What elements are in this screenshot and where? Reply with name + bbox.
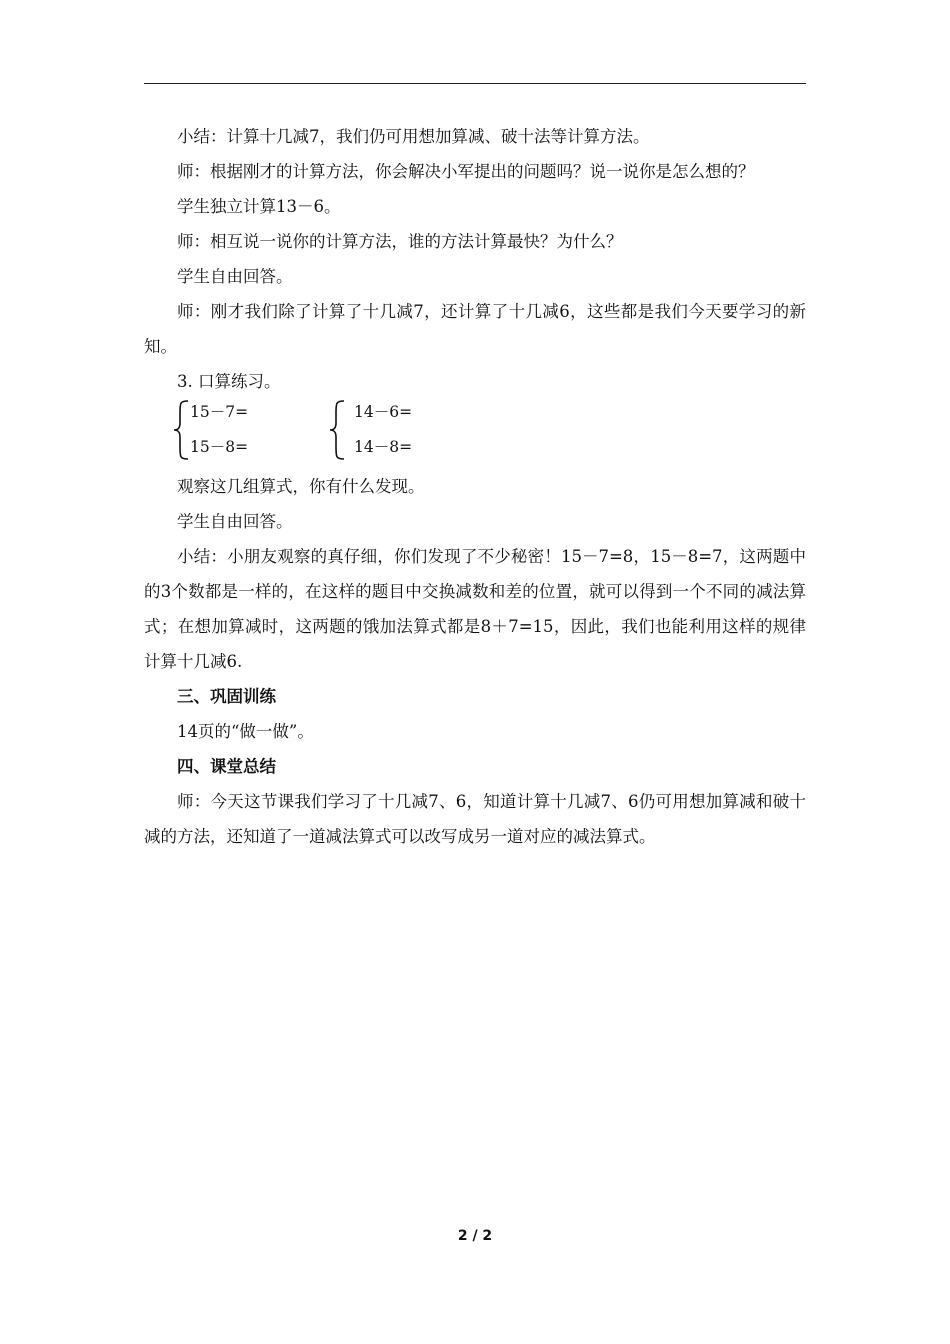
formula-15-7: 15－7= [190, 403, 249, 421]
page-number: 2 / 2 [457, 1228, 493, 1244]
left-brace-icon [328, 399, 346, 461]
formula-groups [144, 399, 806, 469]
teacher-question-2: 师：相互说一说你的计算方法，谁的方法计算最快？为什么？ [177, 232, 623, 251]
section-heading-4: 四、课堂总结 [177, 757, 276, 776]
practice-line: 14页的“做一做”。 [177, 722, 314, 741]
summary-paragraph-1: 小结：计算十几减7，我们仍可用想加算减、破十法等计算方法。 [177, 127, 650, 146]
teacher-question-1: 师：根据刚才的计算方法，你会解决小军提出的问题吗？说一说你是怎么想的？ [177, 162, 755, 181]
formula-14-8: 14－8= [354, 438, 413, 456]
teacher-statement: 师：刚才我们除了计算了十几减7，还计算了十几减6，这些都是我们今天要学习的新知。 [144, 302, 806, 356]
formula-14-6: 14－6= [354, 403, 413, 421]
document-body [144, 119, 806, 854]
left-brace-icon [172, 399, 190, 461]
student-answer-2: 学生自由回答。 [177, 512, 293, 531]
class-summary: 师：今天这节课我们学习了十几减7、6，知道计算十几减7、6仍可用想加算减和破十减的方法，还知道了一道减法算式可以改写成另一道对应的减法算式。 [144, 792, 806, 846]
oral-practice-label: 3. 口算练习。 [177, 372, 281, 391]
observe-prompt: 观察这几组算式，你有什么发现。 [177, 477, 425, 496]
header-rule [144, 83, 806, 84]
section-heading-3: 三、巩固训练 [177, 687, 276, 706]
formula-15-8: 15－8= [190, 438, 249, 456]
student-calc: 学生独立计算13－6。 [177, 197, 341, 216]
student-answer-1: 学生自由回答。 [177, 267, 293, 286]
summary-paragraph-2: 小结：小朋友观察的真仔细，你们发现了不少秘密！15－7=8，15－8=7，这两题中的3个数都是一样的，在这样的题目中交换减数和差的位置，就可以得到一个不同的减法算式；在想加算减时，这两题的饿加法算式都是8＋7=15，因此，我们也能利用这样的规律计算十几减6. [144, 547, 806, 671]
